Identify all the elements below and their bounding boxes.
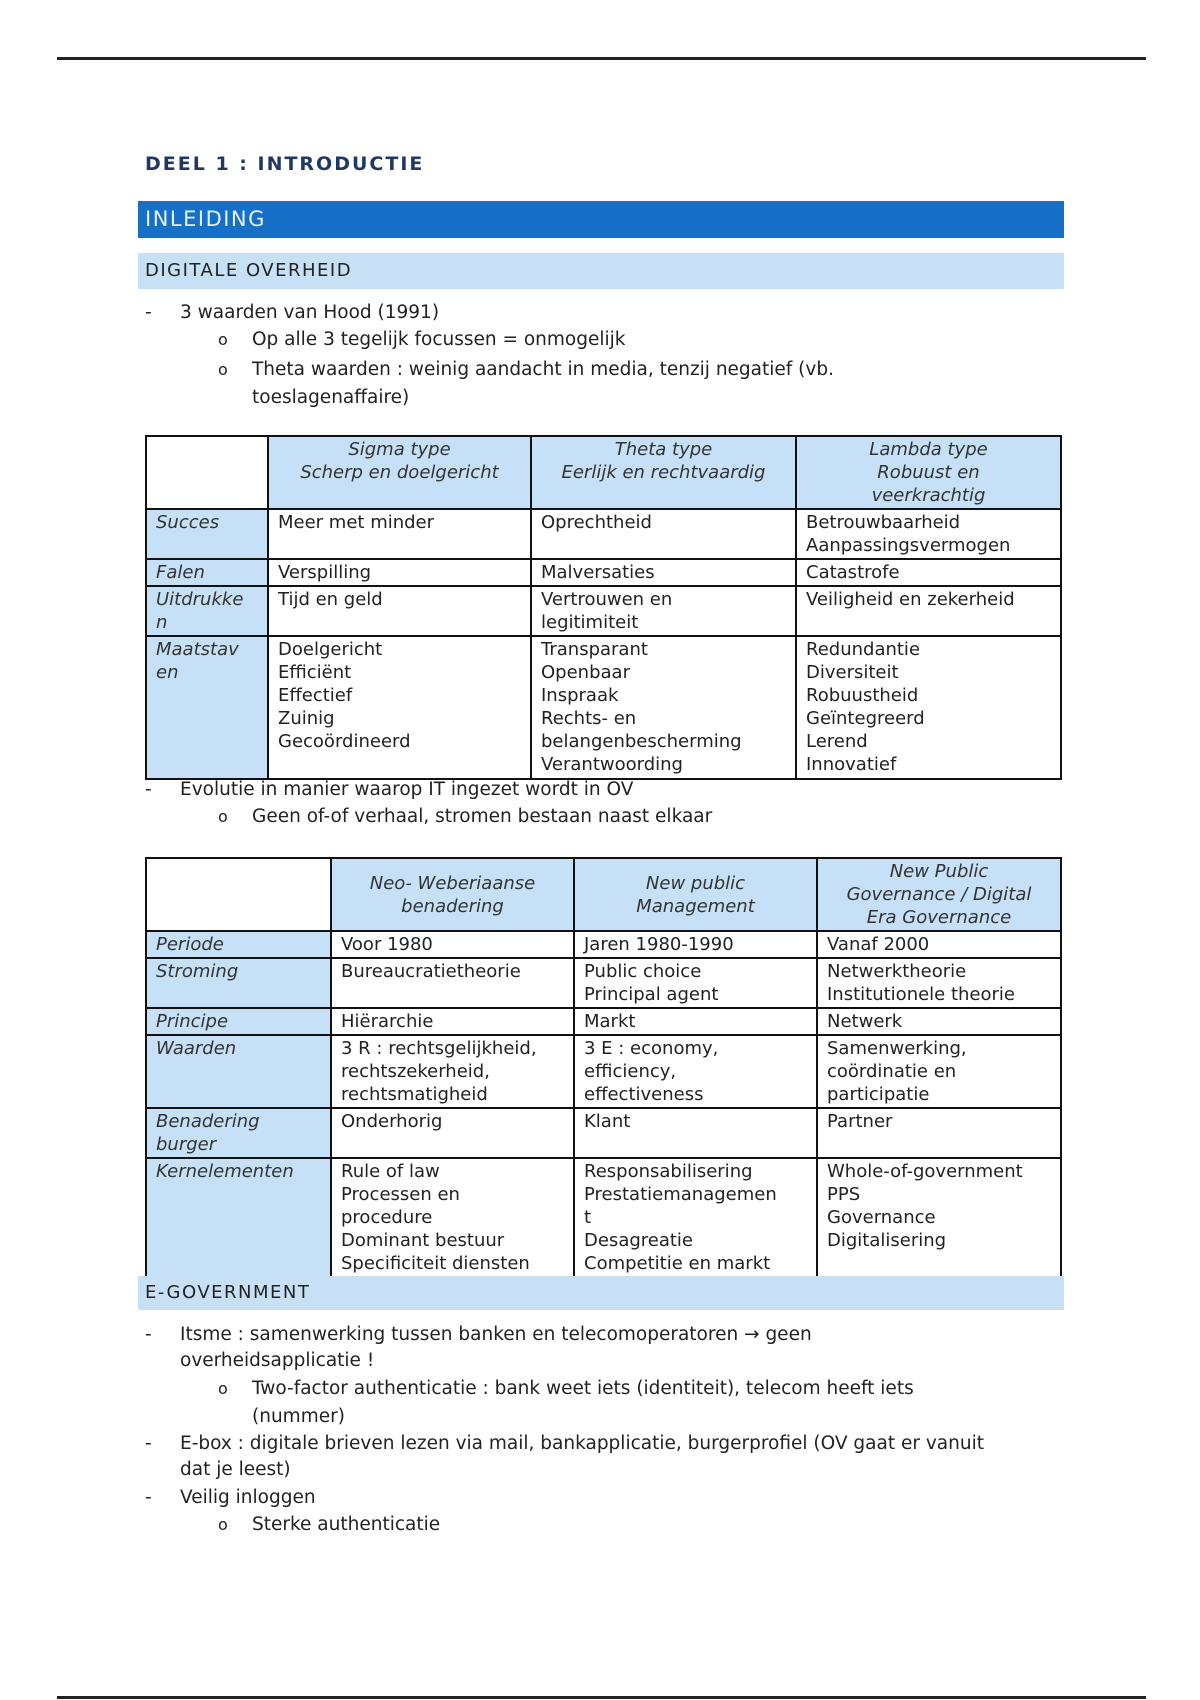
table-cell (817, 958, 1061, 1008)
cell-line: en (156, 662, 179, 683)
cell-line: benadering (401, 895, 504, 917)
row-header (146, 1035, 331, 1108)
cell-line: Onderhorig (341, 1111, 443, 1132)
cell-line: Competitie en markt (584, 1253, 771, 1274)
cell-line: New public (645, 872, 746, 894)
cell-line: Lambda type (869, 439, 988, 460)
cell-line: t (584, 1207, 592, 1228)
table-cell (817, 1035, 1061, 1108)
cell-line: Verspilling (278, 562, 372, 583)
table-cell (817, 1008, 1061, 1035)
cell-line: Robuustheid (806, 685, 919, 706)
cell-line: coördinatie en (827, 1061, 957, 1082)
cell-line: Principe (156, 1011, 229, 1032)
cell-line: Efficiënt (278, 662, 352, 683)
cell-line: Theta type (614, 439, 713, 460)
sub-bullet-text: (nummer) (252, 1406, 345, 1427)
column-header (574, 858, 817, 931)
cell-line: Succes (156, 512, 220, 533)
column-header (331, 858, 574, 931)
cell-line: Vanaf 2000 (827, 934, 930, 955)
sub-bullet-marker: o (218, 1515, 228, 1534)
cell-line: Uitdrukke (156, 589, 244, 610)
cell-line: Hiërarchie (341, 1011, 434, 1032)
cell-line: Doelgericht (278, 639, 383, 660)
cell-line: Principal agent (584, 984, 719, 1005)
table-cell (817, 1108, 1061, 1158)
header-rule (57, 57, 1146, 60)
cell-line: Gecoördineerd (278, 731, 411, 752)
cell-line: Management (636, 895, 755, 917)
table-row (146, 1035, 1061, 1108)
table-header-row (146, 436, 1061, 509)
sub-bullet-marker: o (218, 330, 228, 349)
sub-bullet-text: toeslagenaffaire) (252, 387, 410, 408)
cell-line: Partner (827, 1111, 893, 1132)
table-row (146, 958, 1061, 1008)
cell-line: Rule of law (341, 1161, 440, 1182)
cell-line: Vertrouwen en (541, 589, 673, 610)
table-row (146, 559, 1061, 586)
cell-line: Diversiteit (806, 662, 899, 683)
table-cell (331, 958, 574, 1008)
cell-line: 3 R : rechtsgelijkheid, (341, 1038, 537, 1059)
sub-bullet-marker: o (218, 360, 228, 379)
cell-line: Openbaar (541, 662, 630, 683)
cell-line: Markt (584, 1011, 636, 1032)
cell-line: efficiency, (584, 1061, 677, 1082)
cell-line: Jaren 1980-1990 (584, 934, 734, 955)
cell-line: n (156, 612, 168, 633)
cell-line: Redundantie (806, 639, 921, 660)
cell-line: procedure (341, 1207, 433, 1228)
table-corner-cell (146, 858, 331, 931)
table-cell (268, 586, 531, 636)
table-cell (574, 1008, 817, 1035)
section-heading: INLEIDING (138, 201, 1064, 238)
bullet-dash: - (145, 302, 152, 323)
cell-line: Era Governance (866, 907, 1012, 928)
row-header (146, 1008, 331, 1035)
bullet-dash: - (145, 1487, 152, 1508)
cell-line: Betrouwbaarheid (806, 512, 961, 533)
cell-line: Aanpassingsvermogen (806, 535, 1011, 556)
cell-line: Netwerk (827, 1011, 903, 1032)
cell-line: Neo- Weberiaanse (369, 872, 536, 894)
cell-line: Robuust en (877, 462, 980, 483)
table-cell (531, 559, 796, 586)
cell-line: legitimiteit (541, 612, 639, 633)
cell-line: Maatstav (156, 639, 239, 660)
sub-bullet-text: Sterke authenticatie (252, 1514, 441, 1535)
cell-line: Public choice (584, 961, 702, 982)
cell-line: PPS (827, 1184, 861, 1205)
column-header (817, 858, 1061, 931)
cell-line: Netwerktheorie (827, 961, 967, 982)
table-cell (796, 509, 1061, 559)
cell-line: Waarden (156, 1038, 237, 1059)
table-header-row (146, 858, 1061, 931)
table-cell (268, 559, 531, 586)
cell-line: Veiligheid en zekerheid (806, 589, 1015, 610)
bullet-text: 3 waarden van Hood (1991) (180, 302, 440, 323)
cell-line: effectiveness (584, 1084, 704, 1105)
table-cell (331, 1008, 574, 1035)
bullet-text: Evolutie in manier waarop IT ingezet wordt in OV (180, 779, 634, 800)
bullet-text: Itsme : samenwerking tussen banken en telecomoperatoren → geen (180, 1324, 812, 1345)
sub-bullet-text: Geen of-of verhaal, stromen bestaan naast elkaar (252, 806, 713, 827)
table-row (146, 1108, 1061, 1158)
cell-line: Samenwerking, (827, 1038, 967, 1059)
cell-line: Kernelementen (156, 1161, 294, 1182)
cell-line: Sigma type (348, 439, 451, 460)
table-cell (817, 1158, 1061, 1277)
table-row (146, 636, 1061, 779)
row-header (146, 509, 268, 559)
table-row (146, 509, 1061, 559)
bullet-text: overheidsapplicatie ! (180, 1350, 375, 1371)
table-cell (531, 509, 796, 559)
cell-line: Desagreatie (584, 1230, 694, 1251)
cell-line: Rechts- en (541, 708, 637, 729)
cell-line: New Public (889, 861, 989, 882)
cell-line: Effectief (278, 685, 353, 706)
table-cell (531, 636, 796, 779)
row-header (146, 931, 331, 958)
cell-line: Verantwoording (541, 754, 683, 775)
footer-rule (57, 1696, 1146, 1699)
table-cell (796, 636, 1061, 779)
cell-line: Institutionele theorie (827, 984, 1015, 1005)
table-cell (574, 958, 817, 1008)
cell-line: Dominant bestuur (341, 1230, 505, 1251)
cell-line: Processen en (341, 1184, 460, 1205)
cell-line: Specificiteit diensten (341, 1253, 530, 1274)
table-row (146, 931, 1061, 958)
chapter-heading: DEEL 1 : INTRODUCTIE (145, 153, 425, 175)
table-cell (331, 1158, 574, 1277)
cell-line: Geïntegreerd (806, 708, 925, 729)
sub-bullet-marker: o (218, 1379, 228, 1398)
table-cell (574, 1108, 817, 1158)
subsection-heading: DIGITALE OVERHEID (138, 253, 1064, 289)
cell-line: Klant (584, 1111, 631, 1132)
subsection-heading: E-GOVERNMENT (138, 1276, 1064, 1310)
cell-line: Catastrofe (806, 562, 900, 583)
cell-line: rechtsmatigheid (341, 1084, 488, 1105)
bullet-text: E-box : digitale brieven lezen via mail, bankapplicatie, burgerprofiel (OV gaat er vanuit (180, 1433, 984, 1454)
cell-line: Stroming (156, 961, 239, 982)
bullet-dash: - (145, 1324, 152, 1345)
sub-bullet-text: Op alle 3 tegelijk focussen = onmogelijk (252, 329, 626, 350)
bullet-dash: - (145, 779, 152, 800)
cell-line: Inspraak (541, 685, 619, 706)
cell-line: participatie (827, 1084, 930, 1105)
cell-line: belangenbescherming (541, 731, 742, 752)
table-row (146, 586, 1061, 636)
table-cell (574, 931, 817, 958)
governance-paradigms-table (145, 857, 1062, 1278)
sub-bullet-text: Two-factor authenticatie : bank weet iets (identiteit), telecom heeft iets (252, 1378, 914, 1399)
cell-line: Oprechtheid (541, 512, 652, 533)
cell-line: Benadering (156, 1111, 260, 1132)
table-cell (268, 636, 531, 779)
cell-line: Digitalisering (827, 1230, 947, 1251)
cell-line: Eerlijk en rechtvaardig (561, 462, 766, 483)
table-cell (796, 559, 1061, 586)
cell-line: Falen (156, 562, 205, 583)
row-header (146, 1108, 331, 1158)
cell-line: veerkrachtig (871, 485, 986, 506)
cell-line: Transparant (541, 639, 648, 660)
table-row (146, 1158, 1061, 1277)
table-row (146, 1008, 1061, 1035)
cell-line: Meer met minder (278, 512, 435, 533)
cell-line: Malversaties (541, 562, 655, 583)
table-cell (268, 509, 531, 559)
cell-line: Governance / Digital (846, 884, 1032, 905)
column-header (796, 436, 1061, 509)
cell-line: Periode (156, 934, 224, 955)
cell-line: rechtszekerheid, (341, 1061, 490, 1082)
hood-values-table (145, 435, 1062, 780)
cell-line: Lerend (806, 731, 868, 752)
table-cell (817, 931, 1061, 958)
cell-line: Zuinig (278, 708, 335, 729)
cell-line: Responsabilisering (584, 1161, 753, 1182)
sub-bullet-text: Theta waarden : weinig aandacht in media, tenzij negatief (vb. (252, 359, 834, 380)
sub-bullet-marker: o (218, 807, 228, 826)
row-header (146, 586, 268, 636)
table-corner-cell (146, 436, 268, 509)
cell-line: Tijd en geld (278, 589, 383, 610)
table-cell (531, 586, 796, 636)
column-header (268, 436, 531, 509)
table-cell (574, 1158, 817, 1277)
table-cell (331, 931, 574, 958)
cell-line: Whole-of-government (827, 1161, 1023, 1182)
cell-line: Scherp en doelgericht (300, 462, 499, 483)
cell-line: 3 E : economy, (584, 1038, 719, 1059)
row-header (146, 559, 268, 586)
cell-line: Governance (827, 1207, 936, 1228)
table-cell (574, 1035, 817, 1108)
bullet-text: Veilig inloggen (180, 1487, 316, 1508)
table-cell (331, 1108, 574, 1158)
table-cell (331, 1035, 574, 1108)
bullet-text: dat je leest) (180, 1459, 291, 1480)
column-header (531, 436, 796, 509)
row-header (146, 636, 268, 779)
cell-line: burger (156, 1134, 217, 1155)
row-header (146, 1158, 331, 1277)
cell-line: Prestatiemanagemen (584, 1184, 777, 1205)
table-cell (796, 586, 1061, 636)
cell-line: Innovatief (806, 754, 897, 775)
bullet-dash: - (145, 1433, 152, 1454)
row-header (146, 958, 331, 1008)
cell-line: Voor 1980 (341, 934, 433, 955)
cell-line: Bureaucratietheorie (341, 961, 521, 982)
